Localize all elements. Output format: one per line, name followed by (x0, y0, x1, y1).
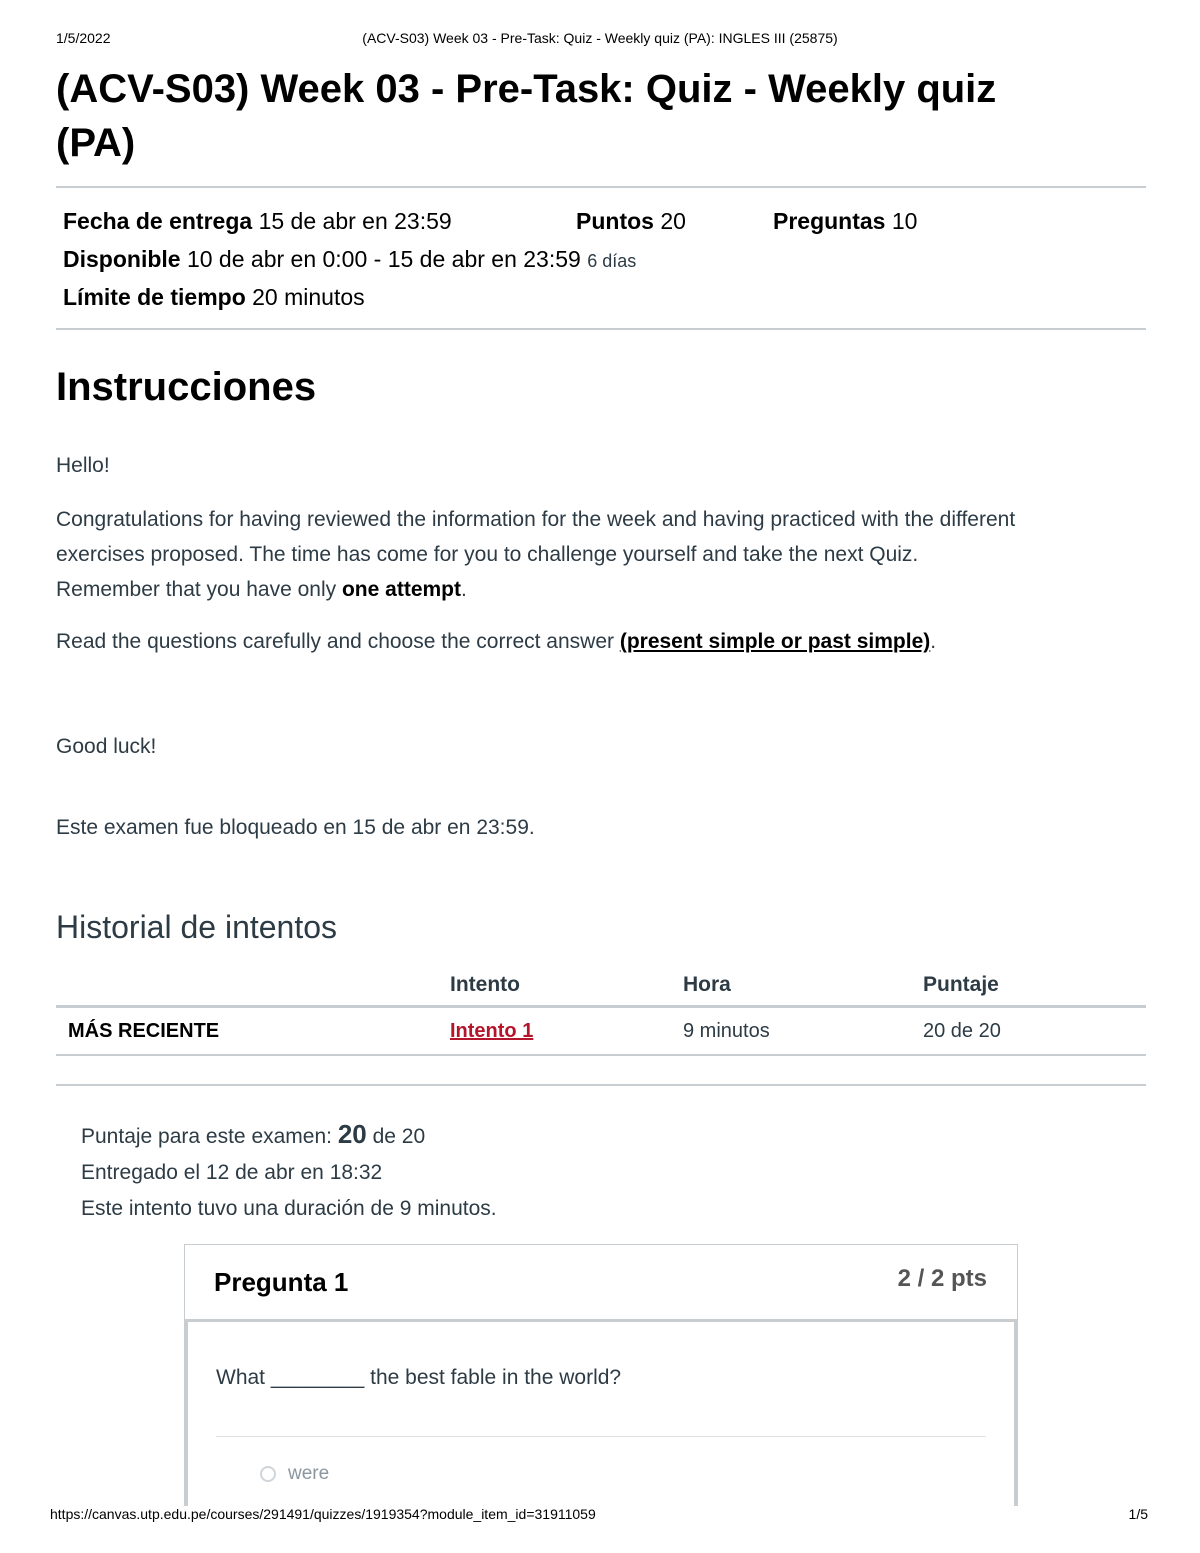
history-header-time: Hora (683, 965, 923, 1007)
attempt-score: 20 de 20 (923, 1007, 1146, 1056)
table-row (56, 1007, 1146, 1056)
points (576, 202, 686, 240)
read-suffix: . (930, 630, 937, 653)
time-limit-label: Límite de tiempo (63, 284, 246, 310)
question-1-body (185, 1322, 1017, 1506)
available-label: Disponible (63, 246, 181, 272)
attempt-cell (450, 1007, 683, 1056)
quiz-title (56, 62, 1146, 170)
radio-icon[interactable] (260, 1466, 276, 1482)
score-summary (81, 1116, 1146, 1227)
available-days: 6 días (587, 251, 637, 271)
history-header-empty (56, 965, 450, 1007)
instructions-title: Instrucciones (56, 365, 317, 409)
answer-option[interactable] (260, 1459, 986, 1489)
attempt-history-table (56, 965, 1146, 1056)
question-1-text: What ________ the best fable in the world? (216, 1366, 622, 1389)
attempt-1-link[interactable]: Intento 1 (450, 1019, 534, 1042)
time-limit-value: 20 minutos (252, 284, 365, 310)
print-doc-title: (ACV-S03) Week 03 - Pre-Task: Quiz - Weekly quiz (PA): INGLES III (25875) (362, 30, 838, 46)
divider (56, 328, 1146, 330)
congrats-line2: exercises proposed. The time has come for you to challenge yourself and take the next Quiz. (56, 543, 919, 566)
remember-bold: one attempt (341, 578, 461, 601)
print-footer (50, 1506, 1148, 1526)
instructions-body (56, 448, 1146, 845)
most-recent-label: MÁS RECIENTE (56, 1007, 450, 1056)
due-date (63, 208, 452, 234)
due-value: 15 de abr en 23:59 (258, 208, 452, 234)
instructions-congrats (56, 502, 1146, 607)
question-1-header (185, 1245, 1017, 1322)
questions-value: 10 (891, 208, 918, 234)
congrats-line1: Congratulations for having reviewed the information for the week and having practiced with the different (56, 508, 1016, 531)
history-header-attempt: Intento (450, 965, 683, 1007)
details-row-3 (63, 278, 1139, 316)
question-1-divider (216, 1436, 986, 1437)
instructions-hello: Hello! (56, 454, 110, 477)
remember-suffix: . (461, 578, 467, 601)
quiz-details (56, 188, 1146, 328)
quiz-title-line1: (ACV-S03) Week 03 - Pre-Task: Quiz - Weekly quiz (56, 67, 997, 111)
read-prefix: Read the questions carefully and choose the correct answer (56, 630, 620, 653)
score-suffix: de 20 (366, 1125, 426, 1148)
quiz-locked-notice: Este examen fue bloqueado en 15 de abr en 23:59. (56, 816, 535, 839)
instructions-good-luck: Good luck! (56, 735, 157, 758)
quiz-score (81, 1116, 1146, 1155)
details-row-2 (63, 240, 1139, 278)
question-1-points: 2 / 2 pts (897, 1265, 987, 1292)
print-date: 1/5/2022 (56, 30, 111, 46)
score-value: 20 (337, 1119, 367, 1149)
remember-prefix: Remember that you have only (56, 578, 342, 601)
history-header-score: Puntaje (923, 965, 1146, 1007)
instructions-read (56, 624, 1146, 659)
question-1-title: Pregunta 1 (214, 1267, 349, 1297)
question-1-card (184, 1244, 1018, 1506)
available-value: 10 de abr en 0:00 - 15 de abr en 23:59 (186, 246, 581, 272)
history-title: Historial de intentos (56, 909, 338, 945)
quiz-title-line2: (PA) (56, 121, 136, 165)
print-url: https://canvas.utp.edu.pe/courses/291491/quizzes/1919354?module_item_id=31911059 (50, 1506, 596, 1522)
history-header-row (56, 965, 1146, 1007)
details-row-1 (63, 202, 1139, 240)
due-label: Fecha de entrega (63, 208, 253, 234)
print-header (56, 30, 1144, 50)
answer-option-label: were (288, 1463, 330, 1484)
main-content (56, 62, 1146, 1227)
divider (56, 1084, 1146, 1086)
questions-label: Preguntas (773, 208, 886, 234)
print-page-number: 1/5 (1128, 1506, 1148, 1522)
submitted-date: Entregado el 12 de abr en 18:32 (81, 1161, 383, 1184)
attempt-time: 9 minutos (683, 1007, 923, 1056)
score-prefix: Puntaje para este examen: (81, 1125, 338, 1148)
read-bold: (present simple or past simple) (619, 630, 931, 653)
points-label: Puntos (576, 208, 654, 234)
questions-count (773, 202, 917, 240)
points-value: 20 (660, 208, 686, 234)
attempt-duration: Este intento tuvo una duración de 9 minutos. (81, 1197, 497, 1220)
